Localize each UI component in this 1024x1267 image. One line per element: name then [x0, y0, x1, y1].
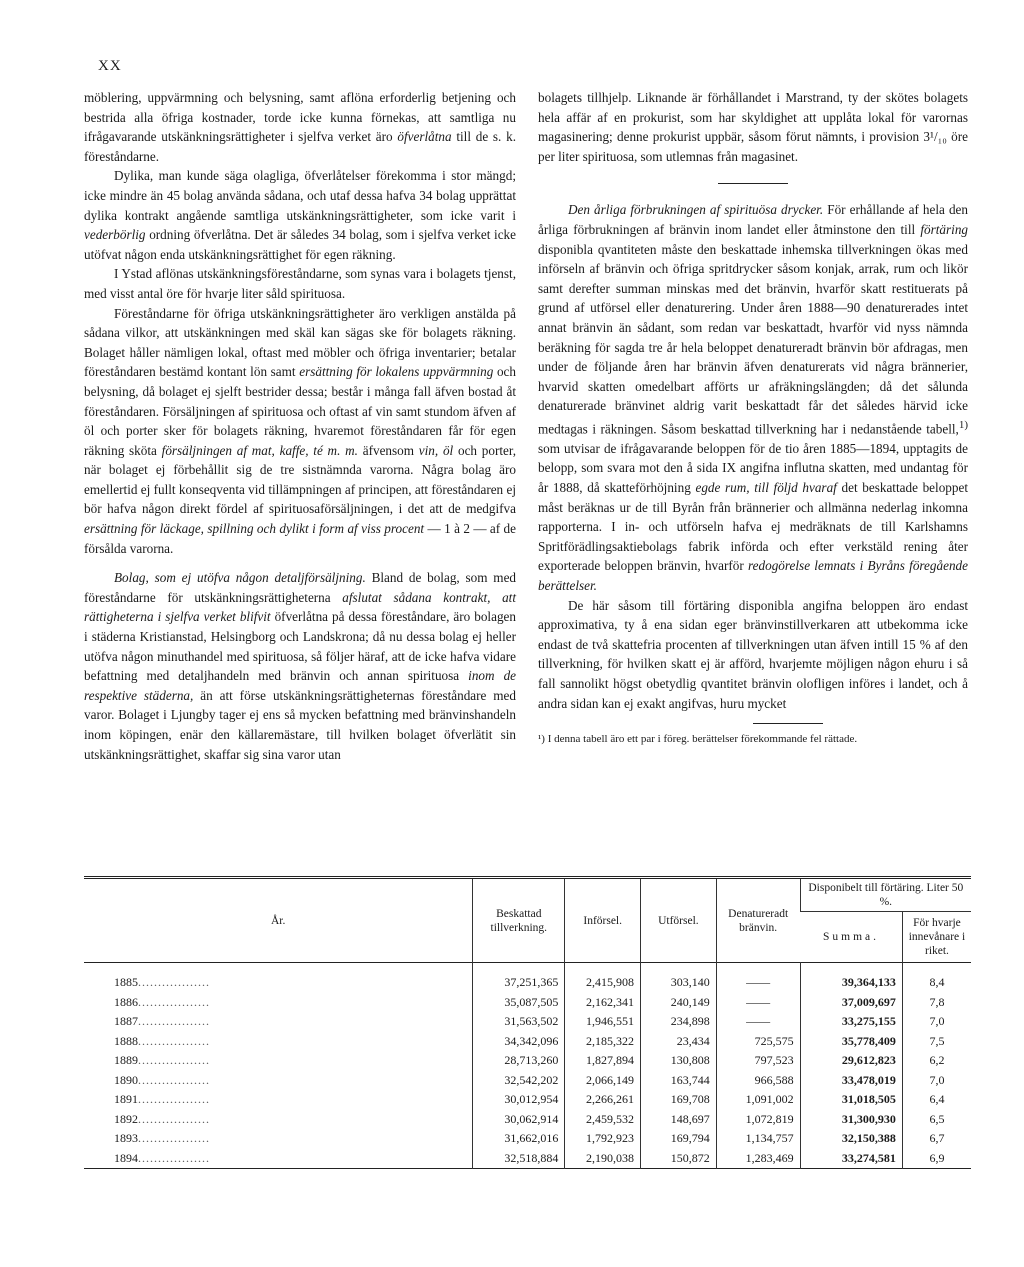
denatured-cell: ——: [716, 1012, 800, 1032]
import-cell: 2,459,532: [565, 1110, 641, 1130]
table-row: [84, 1032, 971, 1052]
denatured-cell: ——: [716, 963, 800, 993]
taxed-cell: 37,251,365: [473, 963, 565, 993]
header-per-capita: För hvarje innevånare i riket.: [902, 912, 971, 963]
section-heading: Den årliga förbrukningen af spirituösa drycker.: [568, 202, 824, 218]
table-row: [84, 1110, 971, 1130]
header-taxed: Beskattad tillverkning.: [473, 878, 565, 963]
export-cell: 23,434: [641, 1032, 717, 1052]
sum-cell: 33,275,155: [800, 1012, 902, 1032]
export-cell: 130,808: [641, 1051, 717, 1071]
export-cell: 303,140: [641, 963, 717, 993]
taxed-cell: 30,012,954: [473, 1090, 565, 1110]
sum-cell: 32,150,388: [800, 1129, 902, 1149]
year-cell: 1890..................: [114, 1072, 210, 1087]
table-row: [84, 1090, 971, 1110]
import-cell: 2,162,341: [565, 993, 641, 1013]
header-export: Utförsel.: [641, 878, 717, 963]
year-cell: 1888..................: [114, 1033, 210, 1048]
taxed-cell: 31,563,502: [473, 1012, 565, 1032]
per-capita-cell: 6,5: [902, 1110, 971, 1130]
statistics-table: [84, 876, 971, 1169]
export-cell: 240,149: [641, 993, 717, 1013]
paragraph: I Ystad aflönas utskänkningsföreståndarne, som synas vara i bolagets tjenst, med visst antal öre för hvarje liter såld spirituosa.: [84, 266, 516, 301]
export-cell: 169,708: [641, 1090, 717, 1110]
import-cell: 2,066,149: [565, 1071, 641, 1091]
table-row: [84, 963, 971, 993]
sum-cell: 37,009,697: [800, 993, 902, 1013]
taxed-cell: 30,062,914: [473, 1110, 565, 1130]
header-import: Införsel.: [565, 878, 641, 963]
denatured-cell: ——: [716, 993, 800, 1013]
header-available: Disponibelt till förtäring. Liter 50 %.: [800, 878, 971, 912]
sum-cell: 29,612,823: [800, 1051, 902, 1071]
year-cell: 1893..................: [114, 1131, 210, 1146]
footnote-divider: [753, 723, 823, 724]
per-capita-cell: 7,0: [902, 1012, 971, 1032]
per-capita-cell: 7,5: [902, 1032, 971, 1052]
left-column: [84, 88, 516, 764]
import-cell: 2,415,908: [565, 963, 641, 993]
paragraph: bolagets tillhjelp. Liknande är förhållandet i Marstrand, ty der skötes bolagets hela affär af en prokurist, som har skyldighet att upplåta lokal för varornas magasinering; denne prokurist uppbär, såsom förut nämnts, i provision 3¹/₁₀ öre per liter spirituosa, som utlemnas från magasinet.: [538, 90, 968, 164]
import-cell: 1,792,923: [565, 1129, 641, 1149]
footnote: ¹) I denna tabell äro ett par i föreg. berättelser förekommande fel rättade.: [538, 733, 858, 746]
import-cell: 2,185,322: [565, 1032, 641, 1052]
taxed-cell: 32,518,884: [473, 1149, 565, 1169]
denatured-cell: 1,283,469: [716, 1149, 800, 1169]
import-cell: 2,190,038: [565, 1149, 641, 1169]
table-row: [84, 1051, 971, 1071]
paragraph: Föreståndarne för öfriga utskänkningsrättigheter äro verkligen anstälda på sådana vilkor, att utskänkningen med skäl kan sägas ske för bolagets räkning. Bolaget håller nämligen lokal, oftast med möbler och öfriga inventarier; betalar föreståndaren bestämd kontant lön samt ersättning för lokalens uppvärmning och belysning, då bolaget ej sjelft bestrider dessa; består i många fall äfven bostad åt föreståndaren. Försäljningen af spirituosa och oftast af vin samt stundom äfven af öl och porter sker för bolagets räkning, hvaremot föreståndaren får för egen räkning sköta försäljningen af mat, kaffe, té m. m. äfvensom vin, öl och porter, när bolaget ej förbehållit sig de tre sistnämnda varorna. Några bolag äro emellertid ej fullt konseqventa vid tillämpningen af principen, att föreståndaren ej bör hafva någon direkt fördel af spirituosaförsäljningen, i det att de medgifva ersättning för läckage, spillning och dylikt i form af viss procent — 1 à 2 — af de försålda varorna.: [84, 305, 517, 556]
sum-cell: 33,274,581: [800, 1149, 902, 1169]
import-cell: 1,827,894: [565, 1051, 641, 1071]
sum-cell: 31,300,930: [800, 1110, 902, 1130]
taxed-cell: 31,662,016: [473, 1129, 565, 1149]
table-row: [84, 1012, 971, 1032]
paragraph: möblering, uppvärmning och belysning, samt aflöna erforderlig betjening och bestrida alla öfriga kostnader, torde icke kunna förnekas, att samtliga nu ifrågavarande utskänkningsrättigheter i sjelfva verket äro öfverlåtna till de s. k. föreståndarne.: [84, 90, 516, 164]
year-cell: 1885..................: [114, 975, 210, 990]
taxed-cell: 35,087,505: [473, 993, 565, 1013]
consumption-table: [84, 876, 971, 1169]
page-number: XX: [98, 58, 122, 74]
year-cell: 1889..................: [114, 1053, 210, 1068]
year-cell: 1894..................: [114, 1150, 210, 1165]
per-capita-cell: 6,2: [902, 1051, 971, 1071]
denatured-cell: 797,523: [716, 1051, 800, 1071]
export-cell: 163,744: [641, 1071, 717, 1091]
header-sum: Summa.: [823, 931, 880, 943]
header-year: År.: [84, 878, 473, 963]
table-body: [84, 963, 971, 1169]
export-cell: 234,898: [641, 1012, 717, 1032]
paragraph: De här såsom till förtäring disponibla angifna beloppen äro endast approximativa, ty å ena sidan eger bränvinstillverkaren att utbekomma icke endast de två skattefria procenten af tillverkningen utan äfven intill 15 % af den tillverkning, för hvilken skatt ej är afförd, hvarjemte möjligen någon ehuru i så fall sannolikt högst obetydlig qvantitet bränvin olofligen införes i landet, och å andra sidan kan ej exakt angifvas, huru mycket: [538, 597, 968, 711]
sum-cell: 35,778,409: [800, 1032, 902, 1052]
per-capita-cell: 6,7: [902, 1129, 971, 1149]
right-column: [538, 88, 968, 747]
import-cell: 1,946,551: [565, 1012, 641, 1032]
table-row: [84, 993, 971, 1013]
export-cell: 169,794: [641, 1129, 717, 1149]
header-denatured: Denatureradt bränvin.: [716, 878, 800, 963]
denatured-cell: 1,091,002: [716, 1090, 800, 1110]
year-cell: 1887..................: [114, 1014, 210, 1029]
year-cell: 1886..................: [114, 994, 210, 1009]
denatured-cell: 1,134,757: [716, 1129, 800, 1149]
per-capita-cell: 7,8: [902, 993, 971, 1013]
taxed-cell: 28,713,260: [473, 1051, 565, 1071]
export-cell: 150,872: [641, 1149, 717, 1169]
per-capita-cell: 6,9: [902, 1149, 971, 1169]
divider: [718, 183, 788, 184]
denatured-cell: 725,575: [716, 1032, 800, 1052]
table-row: [84, 1149, 971, 1169]
per-capita-cell: 6,4: [902, 1090, 971, 1110]
taxed-cell: 34,342,096: [473, 1032, 565, 1052]
year-cell: 1892..................: [114, 1111, 210, 1126]
table-row: [84, 1129, 971, 1149]
taxed-cell: 32,542,202: [473, 1071, 565, 1091]
denatured-cell: 1,072,819: [716, 1110, 800, 1130]
per-capita-cell: 7,0: [902, 1071, 971, 1091]
paragraph: Bolag, som ej utöfva någon detaljförsäljning. Bland de bolag, som med föreståndarne för utskänkningsrättigheterna afslutat sådana kontrakt, att rättigheterna i sjelfva verket blifvit öfverlåtna på dessa föreståndare, äro bolagen i städerna Kristianstad, Helsingborg och Landskrona; då nu dessa bolag ej heller utöfva någon minuthandel med spirituosa, så följer häraf, att de icke hafva vidare befattning med detaljhandeln med bränvin och annan spirituosa inom de respektive städerna, än att förse utskänkningsrättigheternas föreståndare med varor. Bolaget i Ljungby tager ej ens så mycken befattning med bränvinshandeln inom köpingen, enär den källaremästare, till hvilken bolaget öfverlätit sin utskänkningsrättighet, skaffar sig sina varor utan: [84, 570, 517, 762]
paragraph: Den årliga förbrukningen af spirituösa drycker. För erhållande af hela den årliga förbrukningen af bränvin inom landet eller åtminstone den till förtäring disponibla qvantiteten måste den beskattade inhemska tillverkningen ökas med införseln af bränvin och öfriga spritdrycker såsom konjak, arrak, rum och likör samt derefter summan minskas med det bränvin, hvarför skatt restituerats på grund af utförsel eller denaturering. Under åren 1888—90 denaturerades intet annat bränvin än sådant, som redan var beskattadt, hvarför vid nyss nämnda beräkning för sagda tre år hela beloppet denatureradt bränvin bör afdragas, men under de följande åren har bränvin äfven denaturerats vid några brännerier, hvarvid skatten omedelbart afförts ur afräkningslängden; då det sålunda denaturerade bränvinet aldrig varit beskattadt får det således härvid icke medtagas i räkningen. Såsom beskattad tillverkning har i nedanstående tabell,$^{1)}$ som utvisar de ifrågavarande beloppen för de tio åren 1885—1894, upptagits de belopp, som svara mot den å sida IX angifna influtna skatten, med undantag för år 1888, då skatteförhöjning egde rum, till följd hvaraf det beskattade beloppet måst beräknas ur de till Byrån från brännerier och allmänna nederlag inkomna rapporterna. I in- och utförseln hafva ej medräknats de till Karlshamns Spritförädlingsaktiebolags fabrik införda och efter verkstäld rening åter exporterade beloppen bränvin, hvarför redogörelse lemnats i Byråns föregående berättelser.: [538, 202, 969, 594]
paragraph: Dylika, man kunde säga olagliga, öfverlåtelser förekomma i stor mängd; icke mindre än 45 bolag använda sådana, och utaf dessa hafva 34 bolag upprättat dylika kontrakt angående samtliga utskänkningsrättigheter, som icke varit i vederbörlig ordning öfverlåtna. Det är således 34 bolag, som i sjelfva verket icke utöfvat någon enda utskänkningsrättighet för egen räkning.: [84, 168, 516, 262]
sum-cell: 33,478,019: [800, 1071, 902, 1091]
per-capita-cell: 8,4: [902, 963, 971, 993]
sum-cell: 39,364,133: [800, 963, 902, 993]
import-cell: 2,266,261: [565, 1090, 641, 1110]
export-cell: 148,697: [641, 1110, 717, 1130]
year-cell: 1891..................: [114, 1092, 210, 1107]
table-row: [84, 1071, 971, 1091]
sum-cell: 31,018,505: [800, 1090, 902, 1110]
denatured-cell: 966,588: [716, 1071, 800, 1091]
section-heading: Bolag, som ej utöfva någon detaljförsäljning.: [114, 570, 366, 586]
